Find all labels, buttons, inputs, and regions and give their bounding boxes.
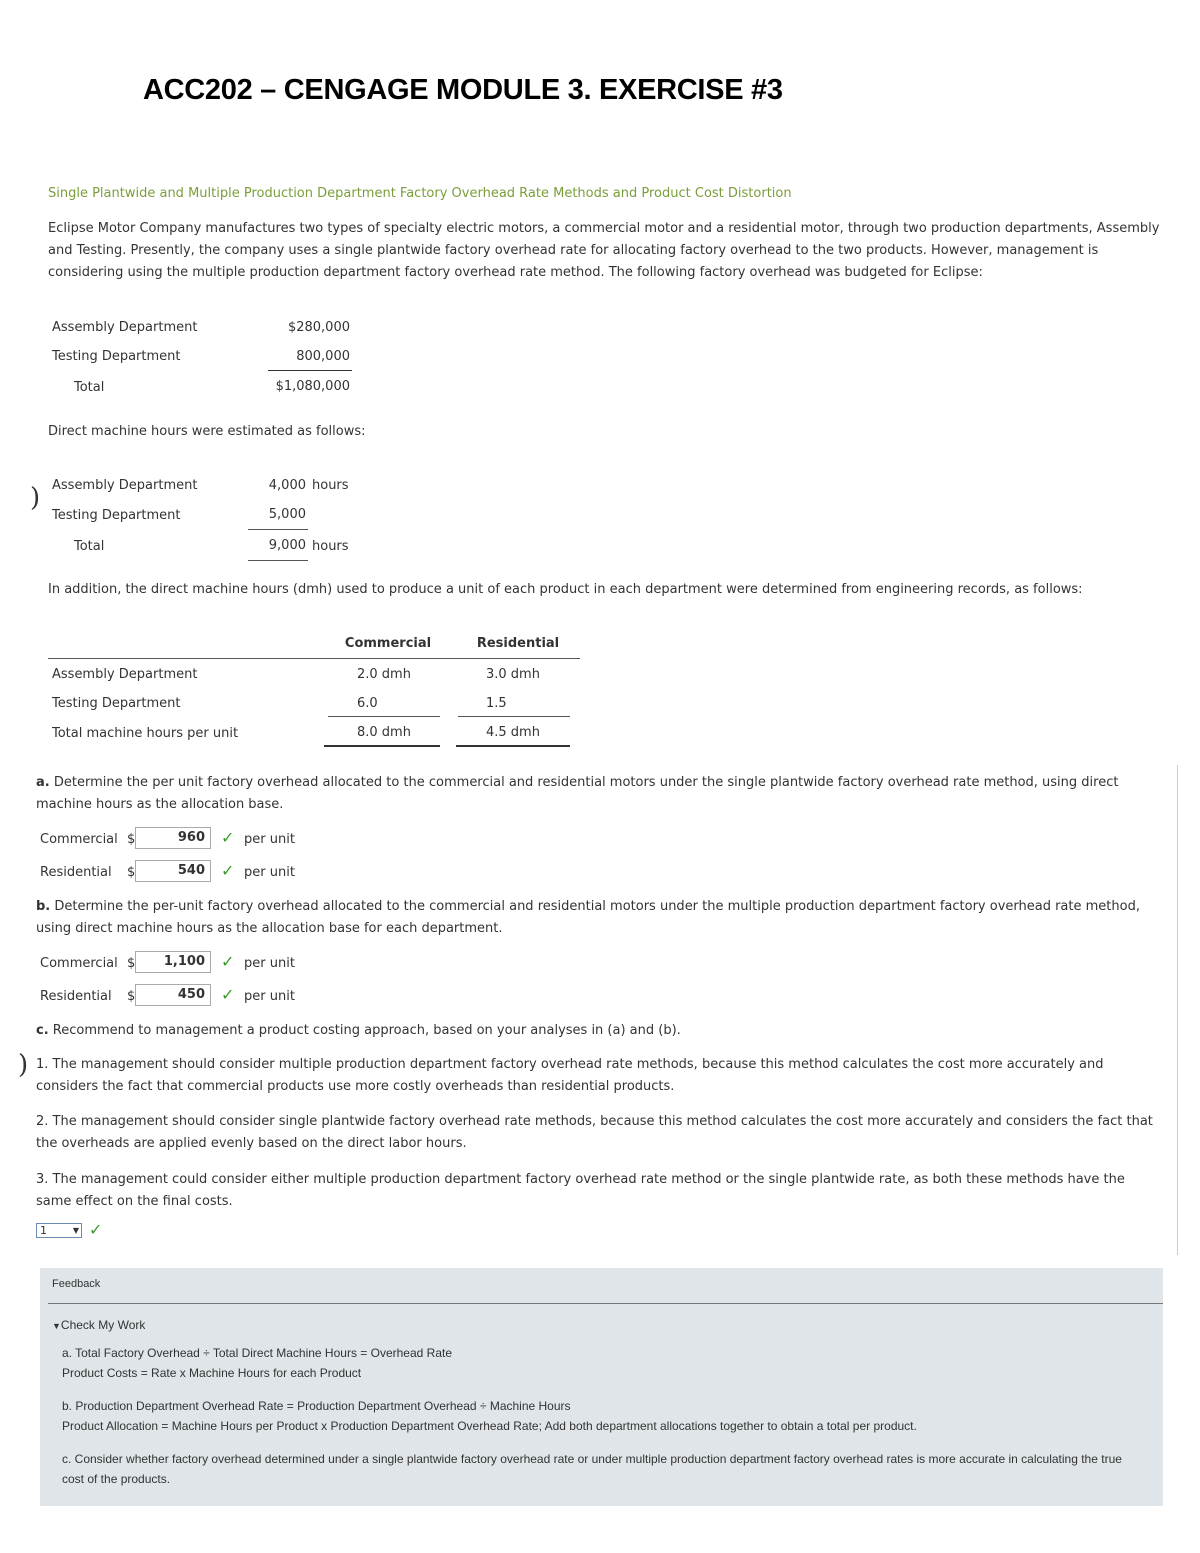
- unit-row-residential: 4.5 dmh: [486, 725, 540, 740]
- feedback-label: Feedback: [52, 1278, 101, 1290]
- divider: [328, 716, 440, 717]
- dmh-row-label: Total: [74, 539, 105, 554]
- answer-input-b-commercial[interactable]: 1,100: [135, 951, 211, 973]
- dmh-row-label: Assembly Department: [52, 478, 198, 493]
- answer-label-residential: Residential: [40, 989, 112, 1004]
- part-b-letter: b.: [36, 899, 51, 914]
- check-my-work-label: Check My Work: [60, 1318, 146, 1332]
- dmh-row-value: 4,000: [268, 478, 306, 493]
- unit-intro: In addition, the direct machine hours (dmh) used to produce a unit of each product in each department were determined from engineering records, as follows:: [48, 582, 1083, 597]
- overhead-row-label: Assembly Department: [52, 320, 198, 335]
- column-header-residential: Residential: [476, 636, 560, 651]
- option-1: 1. The management should consider multiple production department factory overhead rate methods, because this method calculates the cost more accurately and considers the fact that commercial products use more costly overheads than residential products.: [36, 1057, 1104, 1094]
- answer-label-residential: Residential: [40, 865, 112, 880]
- header-rule: [48, 658, 580, 659]
- unit-row-label: Assembly Department: [52, 667, 198, 682]
- divider: [458, 716, 570, 717]
- unit-label: per unit: [244, 989, 295, 1004]
- dmh-row-unit: hours: [312, 539, 349, 554]
- currency-symbol: $: [127, 832, 136, 847]
- unit-row-label: Testing Department: [52, 696, 181, 711]
- overhead-row-value: $280,000: [287, 320, 350, 335]
- unit-row-residential: 3.0 dmh: [486, 667, 540, 682]
- margin-mark: ): [30, 483, 41, 513]
- currency-symbol: $: [127, 865, 136, 880]
- part-a-letter: a.: [36, 775, 50, 790]
- triangle-down-icon: ▼: [52, 1321, 61, 1331]
- currency-symbol: $: [127, 989, 136, 1004]
- overhead-row-label: Total: [74, 380, 105, 395]
- unit-row-label: Total machine hours per unit: [52, 726, 239, 741]
- overhead-row-value: $1,080,000: [275, 379, 350, 394]
- unit-row-commercial: 6.0: [357, 696, 378, 711]
- unit-row-commercial: 8.0 dmh: [357, 725, 411, 740]
- divider: [48, 1303, 1163, 1304]
- dmh-intro: Direct machine hours were estimated as follows:: [48, 424, 366, 439]
- feedback-a-line1: a. Total Factory Overhead ÷ Total Direct Machine Hours = Overhead Rate: [62, 1346, 452, 1360]
- answer-input-b-residential[interactable]: 450: [135, 984, 211, 1006]
- select-value: 1: [40, 1224, 47, 1237]
- check-my-work-toggle[interactable]: [52, 1318, 145, 1332]
- unit-row-residential: 1.5: [486, 696, 507, 711]
- check-icon: ✓: [221, 828, 235, 847]
- feedback-c-text: c. Consider whether factory overhead determined under a single plantwide factory overhead rate or under multiple production department factory overhead rates is more accurate in calculating the true cost of the products.: [62, 1452, 1122, 1486]
- part-c-question: [36, 1020, 681, 1042]
- dmh-row-value: 5,000: [268, 507, 306, 522]
- divider: [268, 370, 352, 371]
- answer-label-commercial: Commercial: [40, 956, 118, 971]
- part-b-text: Determine the per-unit factory overhead allocated to the commercial and residential motors under the multiple production department factory overhead rate method, using direct machine hours as the allocation base for each department.: [36, 899, 1140, 936]
- part-b-question: [36, 896, 1156, 940]
- unit-label: per unit: [244, 832, 295, 847]
- overhead-row-label: Testing Department: [52, 349, 181, 364]
- column-header-commercial: Commercial: [344, 636, 432, 651]
- dmh-row-value: 9,000: [268, 538, 306, 553]
- page-title: ACC202 – CENGAGE MODULE 3. EXERCISE #3: [143, 74, 783, 106]
- overhead-row-value: 800,000: [296, 349, 350, 364]
- unit-label: per unit: [244, 956, 295, 971]
- feedback-a-line2: Product Costs = Rate x Machine Hours for each Product: [62, 1366, 362, 1380]
- dmh-row-label: Testing Department: [52, 508, 181, 523]
- currency-symbol: $: [127, 956, 136, 971]
- part-c-letter: c.: [36, 1023, 49, 1038]
- unit-row-commercial: 2.0 dmh: [357, 667, 411, 682]
- check-icon: ✓: [89, 1220, 103, 1239]
- double-rule: [324, 745, 440, 747]
- answer-label-commercial: Commercial: [40, 832, 118, 847]
- option-2: 2. The management should consider single plantwide factory overhead rate methods, because this method calculates the cost more accurately and considers the fact that the overheads are applied evenly based on the direct labor hours.: [36, 1114, 1153, 1151]
- part-c-text: Recommend to management a product costing approach, based on your analyses in (a) and (b).: [52, 1023, 681, 1038]
- answer-select-c[interactable]: [36, 1223, 82, 1238]
- feedback-b-line1: b. Production Department Overhead Rate = Production Department Overhead ÷ Machine Hours: [62, 1399, 571, 1413]
- part-a-text: Determine the per unit factory overhead allocated to the commercial and residential motors under the single plantwide factory overhead rate method, using direct machine hours as the allocation base.: [36, 775, 1119, 812]
- answer-input-a-residential[interactable]: 540: [135, 860, 211, 882]
- section-heading: Single Plantwide and Multiple Production Department Factory Overhead Rate Methods and Product Cost Distortion: [48, 186, 792, 201]
- part-a-question: [36, 772, 1146, 816]
- content-border: [1177, 765, 1178, 1255]
- check-icon: ✓: [221, 985, 235, 1004]
- double-rule: [456, 745, 570, 747]
- answer-input-a-commercial[interactable]: 960: [135, 827, 211, 849]
- margin-mark: ): [18, 1050, 29, 1080]
- divider: [248, 529, 308, 530]
- divider: [248, 560, 308, 561]
- option-3: 3. The management could consider either multiple production department factory overhead rate method or the single plantwide rate, as both these methods have the same effect on the final costs.: [36, 1172, 1125, 1209]
- chevron-down-icon: ▼: [72, 1226, 79, 1235]
- unit-label: per unit: [244, 865, 295, 880]
- intro-paragraph: Eclipse Motor Company manufactures two types of specialty electric motors, a commercial motor and a residential motor, through two production departments, Assembly and Testing. Presently, the company uses a single plantwide factory overhead rate for allocating factory overhead to the two products. However, management is considering using the multiple production department factory overhead rate method. The following factory overhead was budgeted for Eclipse:: [48, 221, 1160, 280]
- check-icon: ✓: [221, 861, 235, 880]
- feedback-b-line2: Product Allocation = Machine Hours per Product x Production Department Overhead Rate; Add both department allocations together to obtain a total per product.: [62, 1419, 917, 1433]
- check-icon: ✓: [221, 952, 235, 971]
- dmh-row-unit: hours: [312, 478, 349, 493]
